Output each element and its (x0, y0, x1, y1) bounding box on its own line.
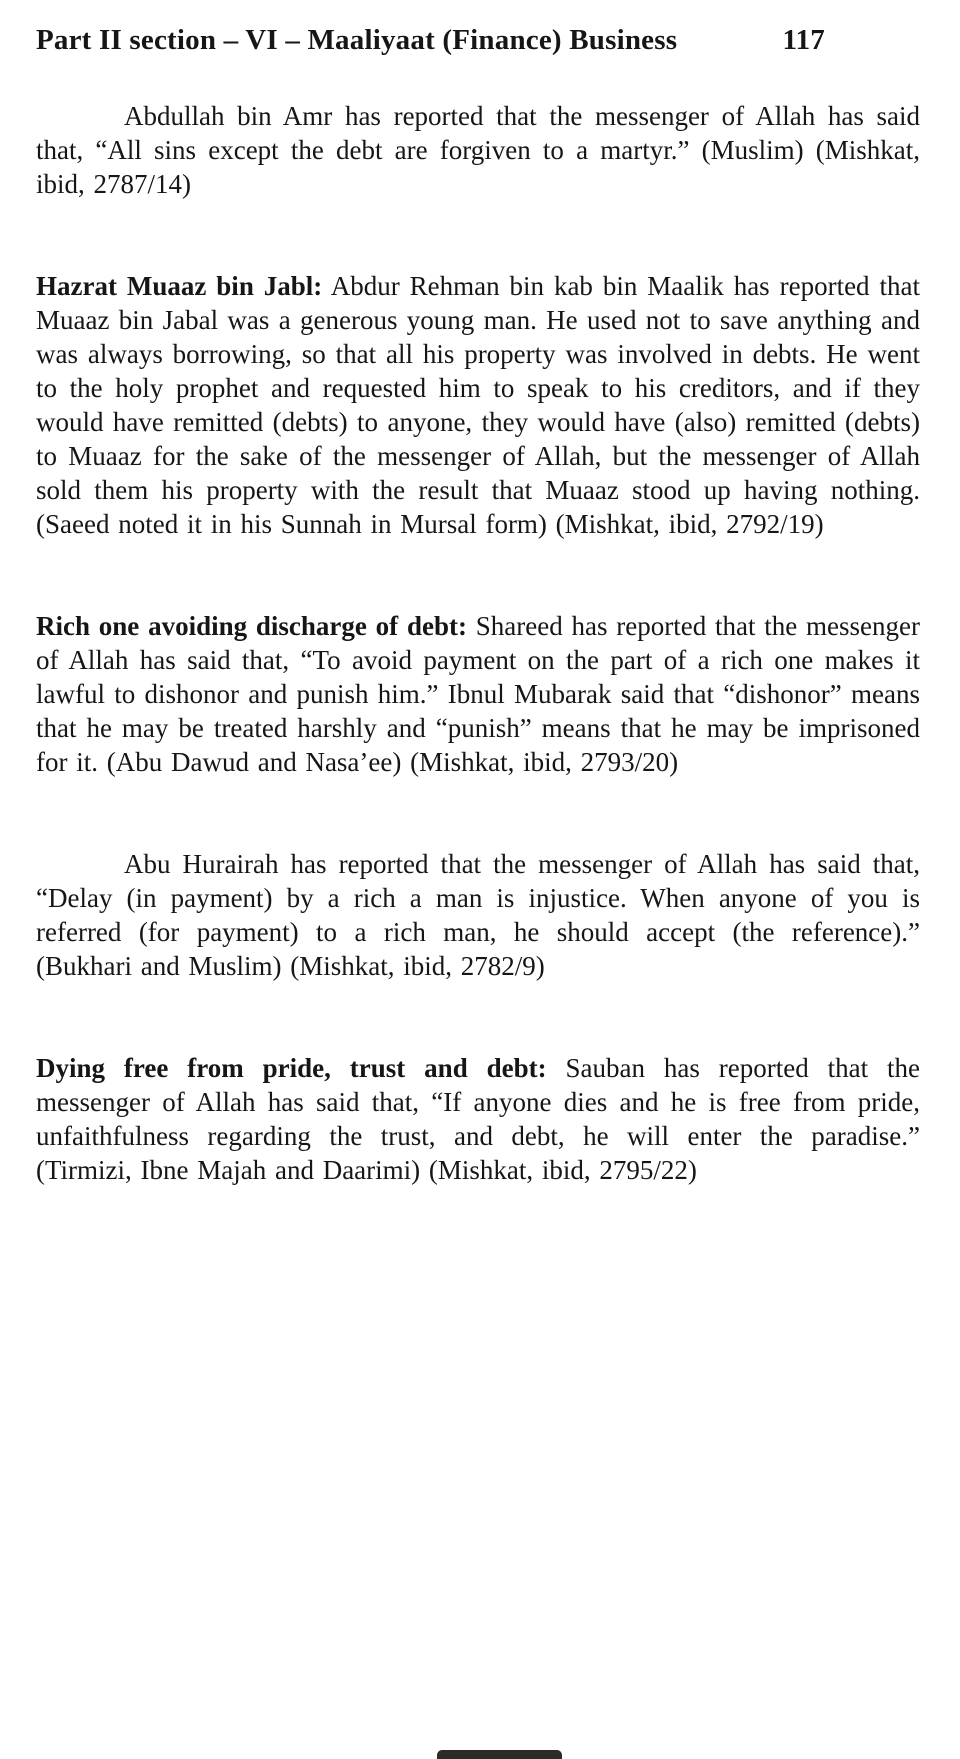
paragraph-text: Abdullah bin Amr has reported that the messenger of Allah has said that, “All sins except the debt are forgiven to a martyr.” (Muslim) (Mishkat, ibid, 2787/14) (36, 101, 920, 199)
page-number: 117 (782, 24, 825, 56)
running-title: Part II section – VI – Maaliyaat (Finance) Business (36, 24, 678, 56)
paragraph-text: Abdur Rehman bin kab bin Maalik has reported that Muaaz bin Jabal was a generous young man. He used not to save anything and was always borrowing, so that all his property was involved in debts. He went to the holy prophet and requested him to speak to his creditors, and if they would have remitted (debts) to anyone, they would have (also) remitted (debts) to Muaaz for the sake of the messenger of Allah, but the messenger of Allah sold them his property with the result that Muaaz stood up having nothing. (Saeed noted it in his Sunnah in Mursal form) (Mishkat, ibid, 2792/19) (36, 271, 920, 539)
paragraph-abdullah-bin-amr (36, 99, 920, 201)
paragraph-text: Sauban has reported that the messenger of Allah has said that, “If anyone dies and he is free from pride, unfaithfulness regarding the trust, and debt, he will enter the paradise.” (Tirmizi, Ibne Majah and Daarimi) (Mishkat, ibid, 2795/22) (36, 1053, 920, 1185)
paragraph-lead: Rich one avoiding discharge of debt: (36, 611, 467, 641)
paragraph-lead: Hazrat Muaaz bin Jabl: (36, 271, 323, 301)
paragraph-hazrat-muaaz-bin-jabl (36, 269, 920, 541)
paragraph-lead: Dying free from pride, trust and debt: (36, 1053, 547, 1083)
paragraph-dying-free-from-pride (36, 1051, 920, 1187)
paragraph-rich-one-avoiding-discharge (36, 609, 920, 779)
paragraph-abu-hurairah (36, 847, 920, 983)
paragraph-text: Shareed has reported that the messenger of Allah has said that, “To avoid payment on the part of a rich one makes it lawful to dishonor and punish him.” Ibnul Mubarak said that “dishonor” means that he may be treated harshly and “punish” means that he may be imprisoned for it. (Abu Dawud and Nasa’ee) (Mishkat, ibid, 2793/20) (36, 611, 921, 777)
paragraph-text: Abu Hurairah has reported that the messenger of Allah has said that, “Delay (in payment) by a rich a man is injustice. When anyone of you is referred (for payment) to a rich man, he should accept (the reference).” (Bukhari and Muslim) (Mishkat, ibid, 2782/9) (36, 849, 920, 981)
page-header (36, 24, 920, 57)
scan-artifact (437, 1750, 562, 1759)
